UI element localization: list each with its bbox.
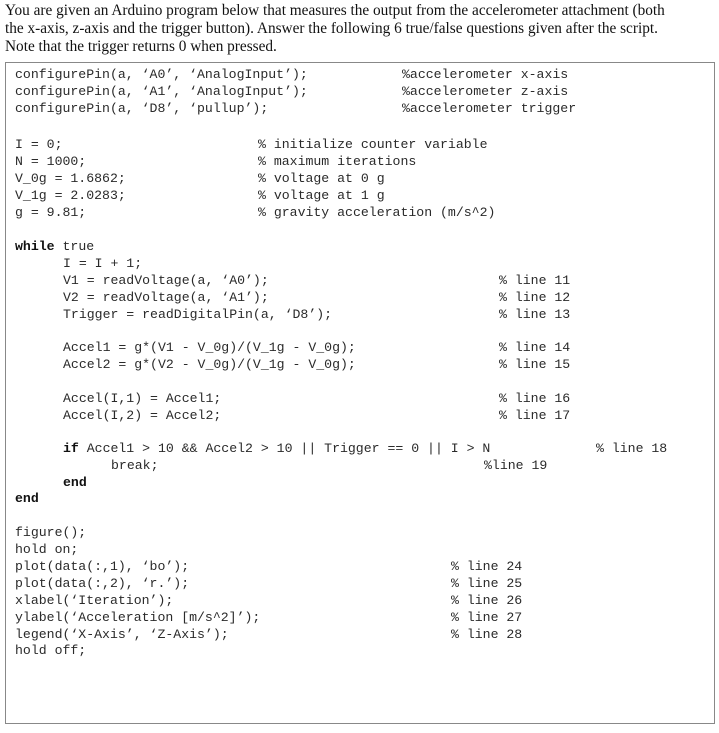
comment-init-v0g: % voltage at 0 g: [258, 171, 385, 186]
code-line-accel2: Accel2 = g*(V2 - V_0g)/(V_1g - V_0g);: [63, 357, 356, 372]
comment-line-27: % line 27: [451, 610, 523, 625]
comment-init-v1g: % voltage at 1 g: [258, 188, 385, 203]
intro-line-2: the x-axis, z-axis and the trigger button). Answer the following 6 true/false questions given after the script.: [5, 20, 658, 37]
code-line-init-n: N = 1000;: [15, 154, 87, 169]
code-line-init-v0g: V_0g = 1.6862;: [15, 171, 126, 186]
comment-init-n: % maximum iterations: [258, 154, 417, 169]
code-line-accel1: Accel1 = g*(V1 - V_0g)/(V_1g - V_0g);: [63, 340, 356, 355]
code-line-plot-z: plot(data(:,2), ‘r.’);: [15, 576, 190, 591]
comment-line-28: % line 28: [451, 627, 523, 642]
comment-line-11: % line 11: [499, 273, 571, 288]
code-line-legend: legend(‘X-Axis’, ‘Z-Axis’);: [15, 627, 229, 642]
comment-line-12: % line 12: [499, 290, 571, 305]
comment-configure-z: %accelerometer z-axis: [402, 84, 569, 99]
if-condition: Accel1 > 10 && Accel2 > 10 || Trigger == 0 || I > N: [78, 441, 491, 456]
code-line-ylabel: ylabel(‘Acceleration [m/s^2]’);: [15, 610, 261, 625]
code-line-configure-x: configurePin(a, ‘A0’, ‘AnalogInput’);: [15, 67, 308, 82]
code-line-xlabel: xlabel(‘Iteration’);: [15, 593, 174, 608]
keyword-while: while: [15, 239, 55, 254]
question-intro: [5, 2, 717, 56]
code-line-while: [15, 239, 94, 255]
code-line-init-g: g = 9.81;: [15, 205, 87, 220]
code-line-plot-x: plot(data(:,1), ‘bo’);: [15, 559, 190, 574]
intro-line-3: Note that the trigger returns 0 when pressed.: [5, 38, 277, 55]
code-line-configure-trigger: configurePin(a, ‘D8’, ‘pullup’);: [15, 101, 269, 116]
code-line-break: break;: [111, 458, 159, 473]
code-line-figure: figure();: [15, 525, 87, 540]
comment-line-24: % line 24: [451, 559, 523, 574]
code-line-store-accel2: Accel(I,2) = Accel2;: [63, 408, 222, 423]
keyword-end-inner: end: [63, 475, 87, 490]
code-line-if: [63, 441, 490, 457]
comment-line-14: % line 14: [499, 340, 571, 355]
comment-init-g: % gravity acceleration (m/s^2): [258, 205, 496, 220]
keyword-end-outer: end: [15, 491, 39, 506]
while-condition: true: [54, 239, 95, 254]
code-line-read-v2: V2 = readVoltage(a, ‘A1’);: [63, 290, 269, 305]
comment-line-25: % line 25: [451, 576, 523, 591]
intro-line-1: You are given an Arduino program below that measures the output from the accelerometer attachment (both: [5, 2, 665, 19]
comment-line-17: % line 17: [499, 408, 571, 423]
comment-line-26: % line 26: [451, 593, 523, 608]
comment-configure-x: %accelerometer x-axis: [402, 67, 569, 82]
comment-line-19: %line 19: [484, 458, 548, 473]
code-line-init-v1g: V_1g = 2.0283;: [15, 188, 126, 203]
code-line-store-accel1: Accel(I,1) = Accel1;: [63, 391, 222, 406]
code-line-end-while: [15, 491, 39, 507]
code-line-init-i: I = 0;: [15, 137, 63, 152]
code-line-hold-off: hold off;: [15, 643, 87, 658]
comment-line-13: % line 13: [499, 307, 571, 322]
comment-init-i: % initialize counter variable: [258, 137, 488, 152]
code-line-read-v1: V1 = readVoltage(a, ‘A0’);: [63, 273, 269, 288]
code-line-hold-on: hold on;: [15, 542, 79, 557]
keyword-if: if: [63, 441, 79, 456]
comment-line-15: % line 15: [499, 357, 571, 372]
comment-configure-trigger: %accelerometer trigger: [402, 101, 577, 116]
code-line-configure-z: configurePin(a, ‘A1’, ‘AnalogInput’);: [15, 84, 308, 99]
code-line-end-if: [63, 475, 87, 491]
comment-line-18: % line 18: [596, 441, 668, 456]
code-line-read-trigger: Trigger = readDigitalPin(a, ‘D8’);: [63, 307, 333, 322]
comment-line-16: % line 16: [499, 391, 571, 406]
code-line-increment: I = I + 1;: [63, 256, 143, 271]
